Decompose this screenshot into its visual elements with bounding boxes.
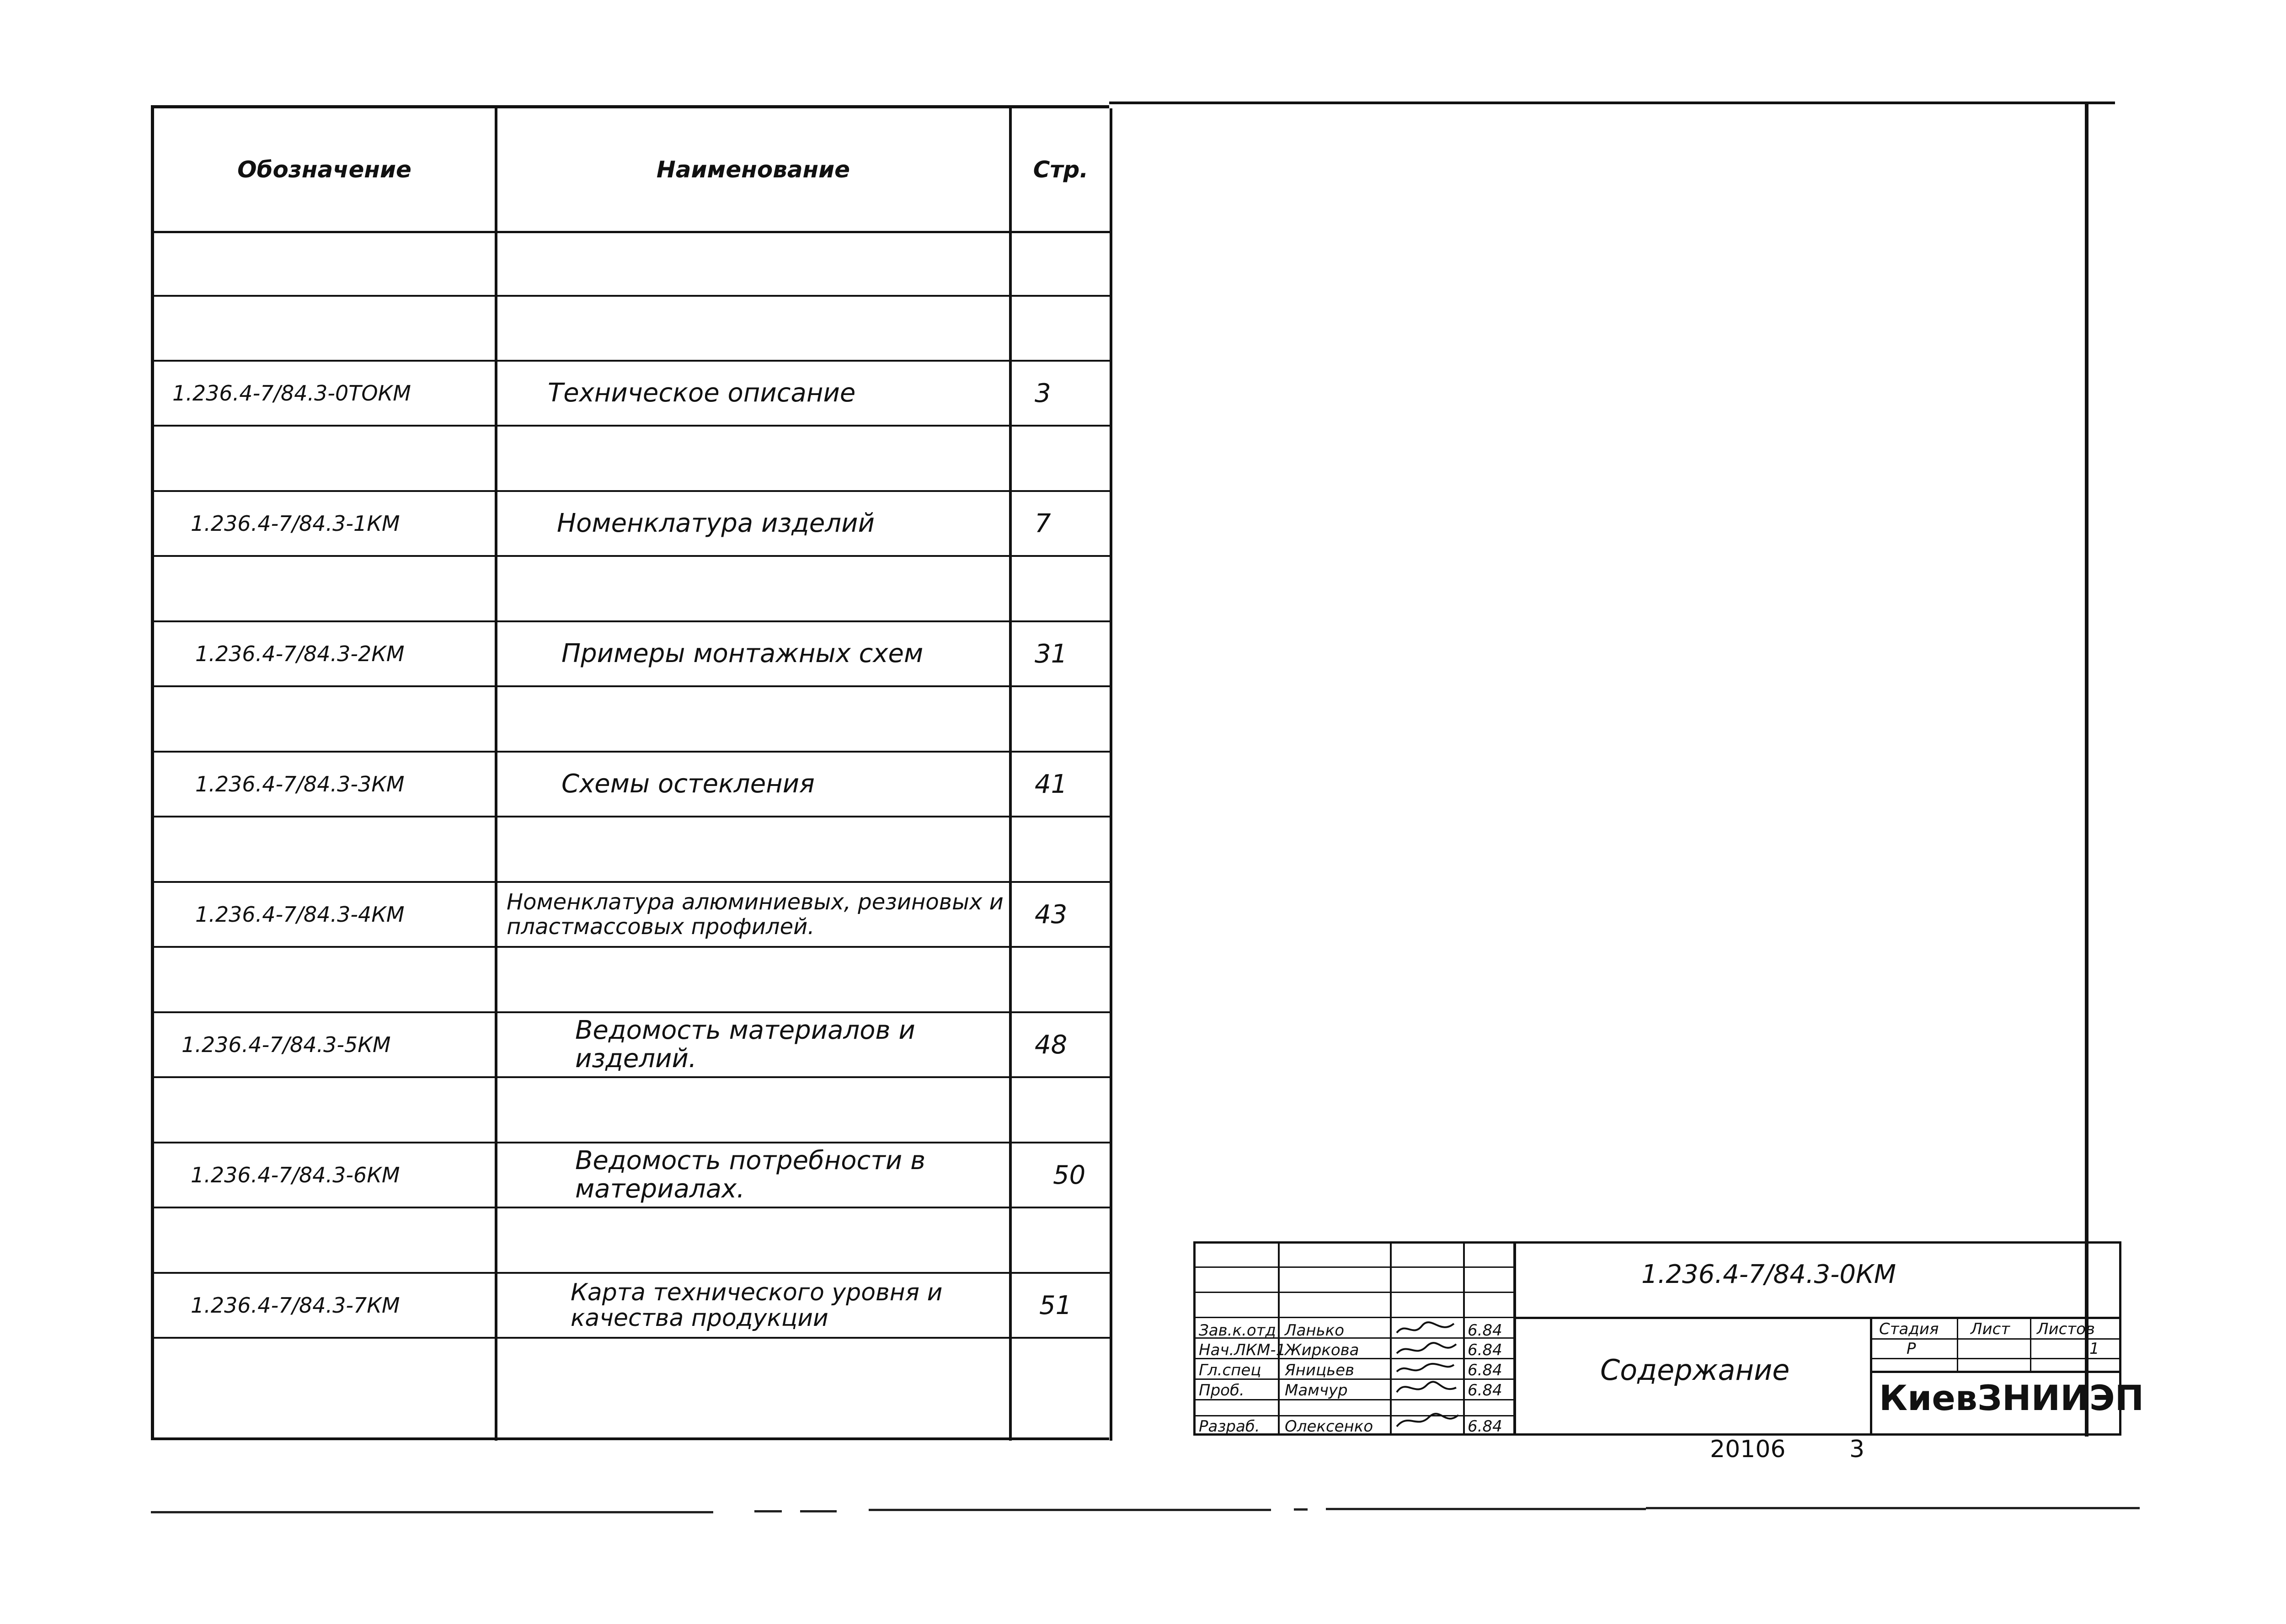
header-designation: Обозначение bbox=[237, 156, 411, 183]
archive-number: 20106 bbox=[1710, 1436, 1786, 1463]
row-name: Схемы остекления bbox=[561, 769, 815, 799]
frame-top-border bbox=[1109, 102, 2115, 104]
row-code: 1.236.4-7/84.3-3КМ bbox=[195, 772, 405, 796]
row-code: 1.236.4-7/84.3-0ТОКМ bbox=[172, 381, 411, 406]
contents-table bbox=[151, 105, 1109, 1440]
row-name: Техническое описание bbox=[548, 378, 856, 408]
stamp-role: Разраб. bbox=[1199, 1417, 1260, 1436]
stamp-title: Содержание bbox=[1600, 1353, 1790, 1387]
organization-name: КиевЗНИИЭП bbox=[1879, 1378, 2144, 1418]
row-code: 1.236.4-7/84.3-2КМ bbox=[195, 641, 405, 666]
row-page: 3 bbox=[1035, 378, 1051, 408]
row-page: 48 bbox=[1035, 1030, 1068, 1060]
stamp-date: 6.84 bbox=[1468, 1417, 1502, 1436]
row-divider bbox=[154, 1207, 1112, 1208]
row-page: 43 bbox=[1035, 899, 1068, 930]
row-name: Номенклатура алюминиевых, резиновых и пластмассовых профилей. bbox=[507, 889, 1004, 940]
stamp-person: Олексенко bbox=[1285, 1417, 1373, 1436]
row-page: 31 bbox=[1035, 639, 1068, 669]
row-divider bbox=[154, 946, 1112, 948]
stamp-person: Ланько bbox=[1285, 1321, 1345, 1340]
stamp-document-code: 1.236.4-7/84.3-0КМ bbox=[1641, 1260, 1896, 1289]
handwritten-signatures bbox=[1394, 1319, 1461, 1433]
stamp-sheets-value: 1 bbox=[2089, 1340, 2099, 1358]
stamp-role: Нач.ЛКМ-1 bbox=[1199, 1341, 1286, 1359]
stamp-date: 6.84 bbox=[1468, 1361, 1502, 1379]
stamp-person: Яницьев bbox=[1285, 1361, 1355, 1379]
row-page: 50 bbox=[1053, 1160, 1086, 1190]
row-page: 51 bbox=[1039, 1290, 1072, 1320]
stamp-role: Проб. bbox=[1199, 1381, 1244, 1400]
row-name: Ведомость потребности в материалах. bbox=[575, 1146, 926, 1204]
row-code: 1.236.4-7/84.3-5КМ bbox=[182, 1032, 391, 1057]
trim-line bbox=[1326, 1508, 1646, 1510]
trim-line bbox=[151, 1511, 713, 1513]
row-divider bbox=[154, 1337, 1112, 1339]
stamp-sheet-label: Лист bbox=[1971, 1320, 2010, 1338]
trim-line bbox=[1646, 1507, 2140, 1509]
title-block bbox=[1193, 1241, 2144, 1436]
row-code: 1.236.4-7/84.3-6КМ bbox=[191, 1163, 400, 1187]
header-name: Наименование bbox=[656, 156, 850, 183]
stamp-date: 6.84 bbox=[1468, 1381, 1502, 1400]
stamp-date: 6.84 bbox=[1468, 1341, 1502, 1359]
row-divider bbox=[154, 231, 1112, 233]
row-divider bbox=[154, 425, 1112, 427]
row-code: 1.236.4-7/84.3-4КМ bbox=[195, 902, 405, 927]
trim-line bbox=[1294, 1508, 1308, 1511]
row-code: 1.236.4-7/84.3-1КМ bbox=[191, 511, 400, 536]
row-name: Номенклатура изделий bbox=[557, 508, 875, 538]
stamp-date: 6.84 bbox=[1468, 1321, 1502, 1340]
row-divider bbox=[154, 816, 1112, 817]
frame-right-border bbox=[2085, 102, 2088, 1437]
row-divider bbox=[154, 555, 1112, 557]
row-code: 1.236.4-7/84.3-7КМ bbox=[191, 1293, 400, 1318]
column-divider bbox=[1110, 108, 1112, 1441]
row-divider bbox=[154, 295, 1112, 297]
row-name: Карта технического уровня и качества продукции bbox=[571, 1279, 943, 1332]
row-divider bbox=[154, 1076, 1112, 1078]
row-page: 7 bbox=[1035, 508, 1051, 539]
row-name: Примеры монтажных схем bbox=[561, 639, 924, 668]
trim-line bbox=[869, 1509, 1271, 1511]
stamp-stage-label: Стадия bbox=[1879, 1320, 1939, 1338]
row-page: 41 bbox=[1035, 769, 1068, 799]
header-page: Стр. bbox=[1033, 156, 1089, 183]
stamp-sheets-label: Листов bbox=[2037, 1320, 2095, 1338]
stamp-stage-value: Р bbox=[1907, 1340, 1916, 1358]
stamp-person: Жиркова bbox=[1285, 1341, 1359, 1359]
stamp-person: Мамчур bbox=[1285, 1381, 1348, 1400]
trim-line bbox=[800, 1510, 837, 1512]
stamp-role: Зав.к.отд bbox=[1199, 1321, 1276, 1340]
row-divider bbox=[154, 685, 1112, 687]
trim-line bbox=[754, 1510, 782, 1512]
stamp-role: Гл.спец bbox=[1199, 1361, 1261, 1379]
sheet-number: 3 bbox=[1849, 1436, 1865, 1463]
row-name: Ведомость материалов и изделий. bbox=[575, 1015, 915, 1074]
